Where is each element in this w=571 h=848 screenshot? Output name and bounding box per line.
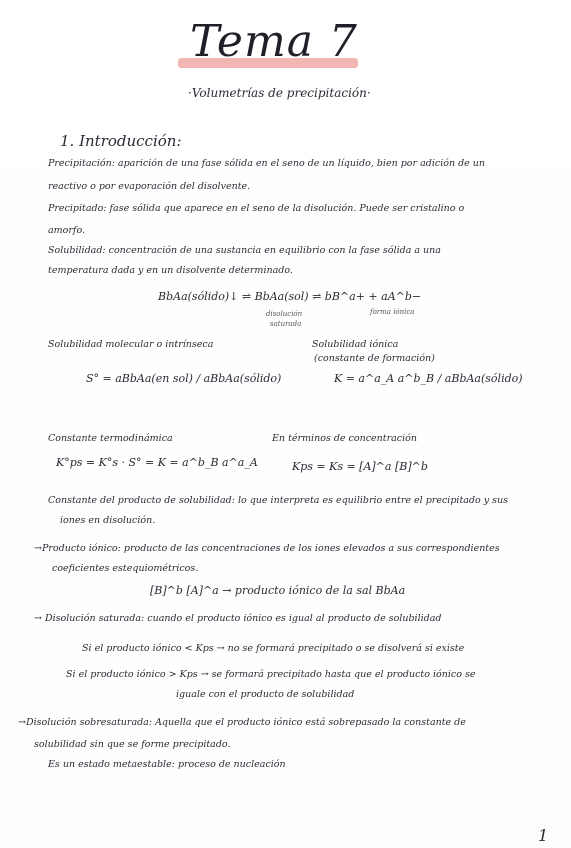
- text-line: Solubilidad iónica: [312, 339, 399, 350]
- text-line: Solubilidad: concentración de una sustancia en equilibrio con la fase sólida a una: [48, 245, 441, 256]
- text-line: temperatura dada y en un disolvente determinado.: [48, 265, 293, 276]
- page-title: Tema 7: [190, 16, 358, 67]
- formula-kps-conc: Kps = Ks = [A]^a [B]^b: [292, 460, 428, 473]
- text-line: coeficientes estequiométricos.: [52, 563, 199, 574]
- text-line: Precipitado: fase sólida que aparece en el seno de la disolución. Puede ser cristalino o: [48, 203, 465, 214]
- formula-kps-term: K°ps = K°s · S° = K = a^b_B a^a_A: [56, 456, 258, 469]
- equation-label: disolución: [266, 310, 303, 318]
- equation-label: forma iónica: [370, 308, 415, 316]
- text-line: Constante termodinámica: [48, 433, 173, 444]
- text-line: En términos de concentración: [272, 433, 417, 444]
- text-line: iguale con el producto de solubilidad: [176, 689, 355, 700]
- formula-ionic-product: [B]^b [A]^a → producto iónico de la sal BbAa: [150, 584, 406, 597]
- text-line: reactivo o por evaporación del disolvente.: [48, 181, 251, 192]
- text-line: Si el producto iónico > Kps → se formará precipitado hasta que el producto iónico se: [66, 669, 476, 680]
- text-line: iones en disolución.: [60, 515, 156, 526]
- text-line: Precipitación: aparición de una fase sólida en el seno de un líquido, bien por adición de un: [48, 158, 486, 169]
- formula-s0: S° = aBbAa(en sol) / aBbAa(sólido): [86, 372, 282, 385]
- page-subtitle: ·Volumetrías de precipitación·: [188, 86, 371, 100]
- text-line: Si el producto iónico < Kps → no se formará precipitado o se disolverá si existe: [82, 643, 465, 654]
- text-line: →Producto iónico: producto de las concentraciones de los iones elevados a sus correspondientes: [34, 543, 500, 554]
- text-line: Es un estado metaestable: proceso de nucleación: [48, 759, 286, 770]
- section-heading: 1. Introducción:: [60, 132, 182, 150]
- text-line: →Disolución sobresaturada: Aquella que el producto iónico está sobrepasado la constante de: [18, 717, 466, 728]
- equation-label: saturada: [270, 320, 302, 328]
- text-line: (constante de formación): [314, 353, 435, 364]
- page-number: 1: [538, 826, 549, 845]
- text-line: Constante del producto de solubilidad: lo que interpreta es equilibrio entre el precipitado y sus: [48, 495, 508, 506]
- text-line: Solubilidad molecular o intrínseca: [48, 339, 214, 350]
- text-line: → Disolución saturada: cuando el producto iónico es igual al producto de solubilidad: [34, 613, 442, 624]
- text-line: amorfo.: [48, 225, 86, 236]
- equilibrium-equation: BbAa(sólido)↓ ⇌ BbAa(sol) ⇌ bB^a+ + aA^b−: [158, 290, 422, 303]
- formula-k: K = a^a_A a^b_B / aBbAa(sólido): [334, 372, 523, 385]
- text-line: solubilidad sin que se forme precipitado.: [34, 739, 231, 750]
